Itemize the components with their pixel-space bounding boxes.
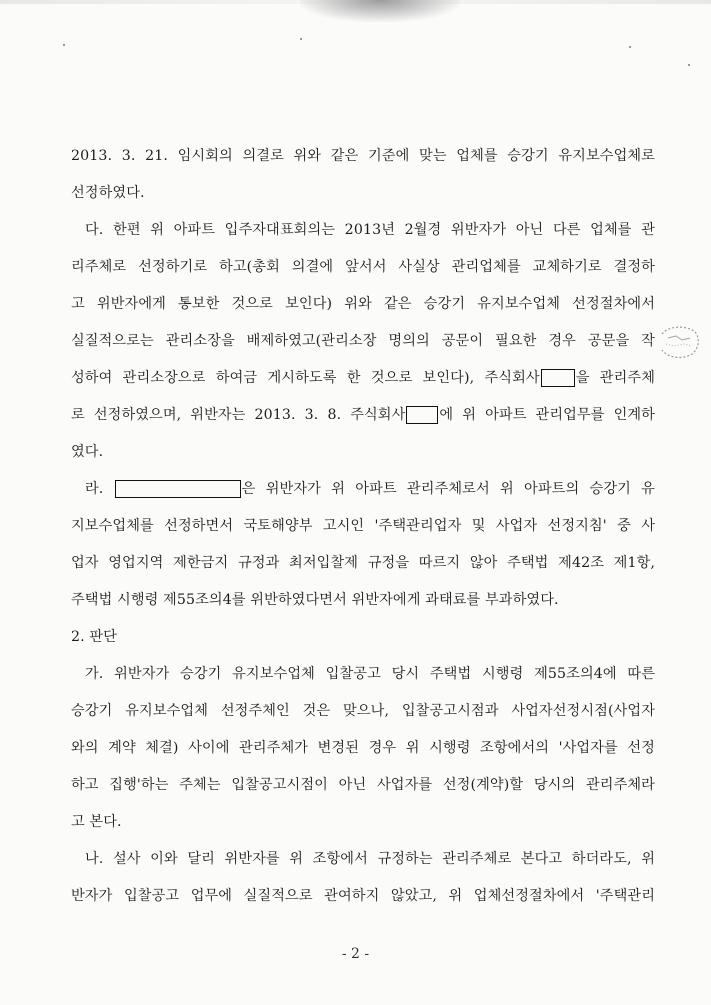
text-fragment: 에 위 아파트 관리업무를 인계하 (439, 407, 655, 423)
text-line: 반자가 입찰공고 업무에 실질적으로 관여하지 않았고, 위 업체선정절차에서 '주택관리 (71, 888, 655, 904)
margin-seal-mark (656, 322, 702, 362)
scan-speck (688, 64, 690, 66)
section-heading: 2. 판단 (71, 629, 117, 645)
text-line: 지보수업체를 선정하면서 국토해양부 고시인 '주택관리업자 및 사업자 선정지침' 중 사 (71, 518, 655, 534)
scan-speck (63, 44, 65, 46)
text-line: 업자 영업지역 제한금지 규정과 최저입찰제 규정을 따르지 않아 주택법 제42조 제1항, (71, 555, 655, 571)
text-line: 하고 집행'하는 주체는 입찰공고시점이 아닌 사업자를 선정(계약)할 당시의 관리주체라 (71, 777, 655, 793)
text-line: 승강기 유지보수업체 선정주체인 것은 맞으나, 입찰공고시점과 사업자선정시점(사업자 (71, 703, 655, 719)
document-body (71, 146, 655, 906)
text-line-with-redaction (71, 368, 655, 388)
text-fragment: 을 관리주체 (575, 370, 656, 386)
text-fragment: 성하여 관리소장으로 하여금 게시하도록 한 것으로 보인다), 주식회사 (71, 370, 540, 386)
text-line: 였다. (71, 444, 104, 460)
text-line: 실질적으로는 관리소장을 배제하였고(관리소장 명의의 공문이 필요한 경우 공문을 작 (71, 333, 655, 349)
redacted-company-box (406, 406, 438, 424)
text-line: 다. 한편 위 아파트 입주자대표회의는 2013년 2월경 위반자가 아닌 다른 업체를 관 (85, 222, 655, 238)
text-fragment: 로 선정하였으며, 위반자는 2013. 3. 8. 주식회사 (71, 407, 406, 423)
text-line-with-redaction (71, 479, 655, 499)
redacted-name-box (115, 480, 241, 498)
text-line: 2013. 3. 21. 임시회의 의결로 위와 같은 기준에 맞는 업체를 승강기 유지보수업체로 (71, 148, 655, 164)
text-line: 고 위반자에게 통보한 것으로 보인다) 위와 같은 승강기 유지보수업체 선정절차에서 (71, 296, 655, 312)
text-line: 가. 위반자가 승강기 유지보수업체 입찰공고 당시 주택법 시행령 제55조의4에 따른 (85, 666, 655, 682)
scan-speck (629, 46, 631, 48)
text-line: 나. 설사 이와 달리 위반자를 위 조항에서 규정하는 관리주체로 본다고 하더라도, 위 (85, 851, 655, 867)
text-line: 고 본다. (71, 814, 122, 830)
text-fragment: 라. (85, 481, 104, 497)
page-number: - 2 - (341, 946, 370, 962)
text-line: 선정하였다. (71, 185, 145, 201)
scan-binding-shadow (300, 0, 460, 22)
redacted-company-box (541, 369, 575, 387)
scan-speck (300, 38, 302, 40)
text-line: 리주체로 선정하기로 하고(총회 의결에 앞서서 사실상 관리업체를 교체하기로 결정하 (71, 259, 655, 275)
text-line: 와의 계약 체결) 사이에 관리주체가 변경된 경우 위 시행령 조항에서의 '사업자를 선정 (71, 740, 655, 756)
text-line: 주택법 시행령 제55조의4를 위반하였다면서 위반자에게 과태료를 부과하였다. (71, 592, 559, 608)
text-line-with-redaction (71, 405, 655, 425)
text-fragment: 은 위반자가 위 아파트 관리주체로서 위 아파트의 승강기 유 (241, 481, 655, 497)
